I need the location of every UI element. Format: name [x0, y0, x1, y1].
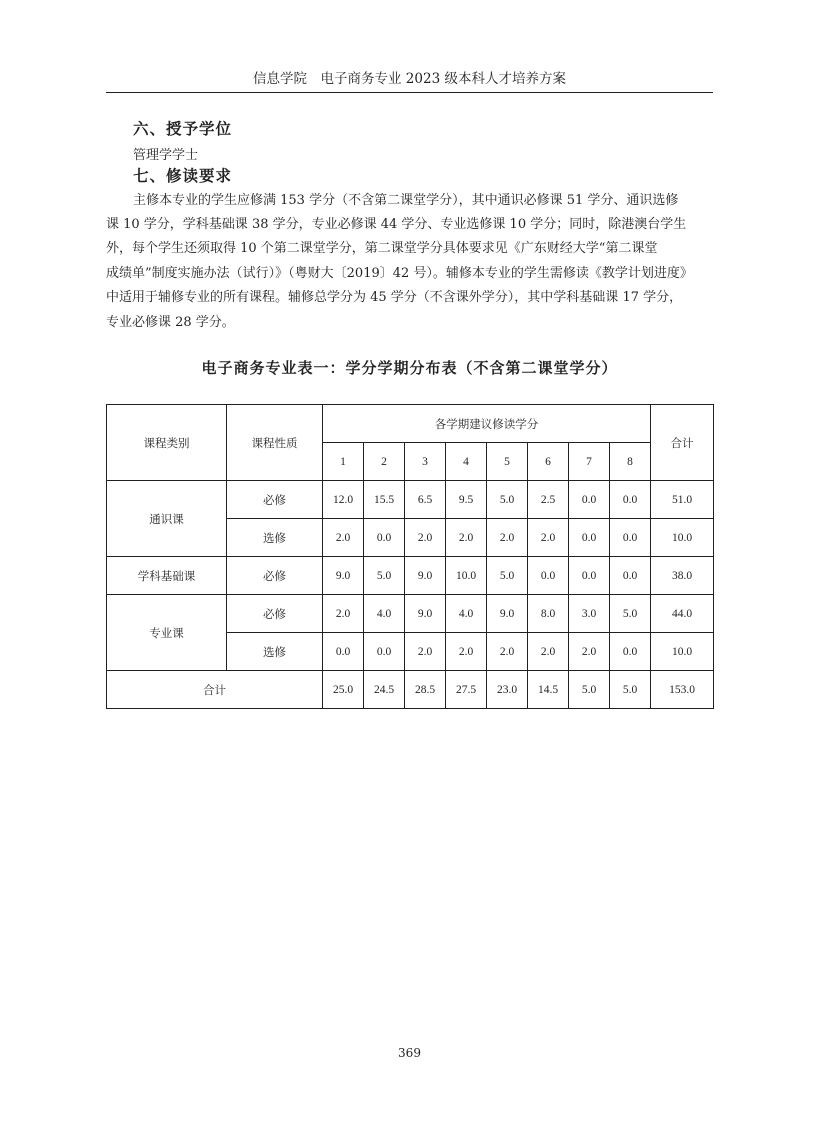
header-course-category: 课程类别 — [107, 405, 227, 481]
cell-value: 6.5 — [405, 481, 446, 519]
cell-value: 0.0 — [569, 557, 610, 595]
cell-value: 9.0 — [405, 595, 446, 633]
table-row — [107, 557, 714, 595]
row-total: 10.0 — [651, 519, 714, 557]
row-total: 44.0 — [651, 595, 714, 633]
row-nature: 必修 — [227, 595, 323, 633]
row-category: 专业课 — [107, 595, 227, 671]
running-header: 信息学院 电子商务专业 2023 级本科人才培养方案 — [106, 66, 713, 93]
cell-value: 9.0 — [405, 557, 446, 595]
cell-value: 9.5 — [446, 481, 487, 519]
paragraph-line: 外，每个学生还须取得 10 个第二课堂学分，第二课堂学分具体要求见《广东财经大学“第二课堂 — [106, 241, 658, 256]
footer-label: 合计 — [107, 671, 323, 709]
cell-value: 15.5 — [364, 481, 405, 519]
cell-value: 0.0 — [364, 633, 405, 671]
table-row — [107, 595, 714, 633]
cell-value: 0.0 — [610, 633, 651, 671]
row-total: 51.0 — [651, 481, 714, 519]
cell-value: 5.0 — [487, 481, 528, 519]
cell-value: 2.0 — [487, 633, 528, 671]
cell-value: 2.0 — [405, 633, 446, 671]
row-nature: 选修 — [227, 519, 323, 557]
section-6-title: 六、授予学位 — [133, 120, 233, 138]
paragraph-line: 中适用于辅修专业的所有课程。辅修总学分为 45 学分（不含课外学分），其中学科基础课 17 学分， — [106, 290, 683, 305]
footer-value: 27.5 — [446, 671, 487, 709]
cell-value: 4.0 — [364, 595, 405, 633]
cell-value: 0.0 — [364, 519, 405, 557]
row-category: 通识课 — [107, 481, 227, 557]
section-6-body: 管理学学士 — [133, 148, 199, 163]
section-7-title: 七、修读要求 — [133, 167, 233, 185]
header-semester: 6 — [528, 443, 569, 481]
footer-value: 28.5 — [405, 671, 446, 709]
row-nature: 必修 — [227, 557, 323, 595]
header-semester: 7 — [569, 443, 610, 481]
row-total: 38.0 — [651, 557, 714, 595]
header-total: 合计 — [651, 405, 714, 481]
header-semester: 4 — [446, 443, 487, 481]
cell-value: 0.0 — [528, 557, 569, 595]
cell-value: 9.0 — [487, 595, 528, 633]
header-semester: 3 — [405, 443, 446, 481]
footer-value: 14.5 — [528, 671, 569, 709]
cell-value: 0.0 — [610, 481, 651, 519]
cell-value: 10.0 — [446, 557, 487, 595]
footer-value: 23.0 — [487, 671, 528, 709]
row-category: 学科基础课 — [107, 557, 227, 595]
table-row — [107, 481, 714, 519]
table-footer-row — [107, 671, 714, 709]
cell-value: 5.0 — [487, 557, 528, 595]
table-caption: 电子商务专业表一：学分学期分布表（不含第二课堂学分） — [201, 359, 618, 377]
footer-value: 25.0 — [323, 671, 364, 709]
row-total: 10.0 — [651, 633, 714, 671]
cell-value: 0.0 — [610, 519, 651, 557]
cell-value: 2.0 — [323, 519, 364, 557]
credit-distribution-table — [106, 404, 714, 709]
cell-value: 2.0 — [528, 633, 569, 671]
row-nature: 必修 — [227, 481, 323, 519]
cell-value: 2.0 — [446, 519, 487, 557]
cell-value: 0.0 — [569, 519, 610, 557]
cell-value: 2.0 — [569, 633, 610, 671]
cell-value: 0.0 — [323, 633, 364, 671]
header-semester: 2 — [364, 443, 405, 481]
header-semesters-group: 各学期建议修读学分 — [323, 405, 651, 443]
header-semester: 5 — [487, 443, 528, 481]
header-semester: 8 — [610, 443, 651, 481]
cell-value: 2.0 — [528, 519, 569, 557]
cell-value: 5.0 — [610, 595, 651, 633]
cell-value: 4.0 — [446, 595, 487, 633]
cell-value: 2.5 — [528, 481, 569, 519]
paragraph-line: 课 10 学分，学科基础课 38 学分，专业必修课 44 学分、专业选修课 10 学分；同时，除港澳台学生 — [106, 217, 687, 232]
row-nature: 选修 — [227, 633, 323, 671]
cell-value: 0.0 — [569, 481, 610, 519]
paragraph-line: 专业必修课 28 学分。 — [106, 315, 235, 330]
cell-value: 0.0 — [610, 557, 651, 595]
cell-value: 2.0 — [405, 519, 446, 557]
page-number: 369 — [398, 1046, 421, 1060]
footer-value: 5.0 — [569, 671, 610, 709]
cell-value: 5.0 — [364, 557, 405, 595]
cell-value: 2.0 — [487, 519, 528, 557]
cell-value: 12.0 — [323, 481, 364, 519]
footer-total: 153.0 — [651, 671, 714, 709]
cell-value: 9.0 — [323, 557, 364, 595]
paragraph-line: 成绩单”制度实施办法（试行）》（粤财大〔2019〕42 号）。辅修本专业的学生需修读《教学计划进度》 — [106, 266, 693, 281]
cell-value: 8.0 — [528, 595, 569, 633]
footer-value: 24.5 — [364, 671, 405, 709]
cell-value: 2.0 — [446, 633, 487, 671]
cell-value: 2.0 — [323, 595, 364, 633]
header-semester: 1 — [323, 443, 364, 481]
cell-value: 3.0 — [569, 595, 610, 633]
footer-value: 5.0 — [610, 671, 651, 709]
header-course-nature: 课程性质 — [227, 405, 323, 481]
paragraph-line: 主修本专业的学生应修满 153 学分（不含第二课堂学分），其中通识必修课 51 学分、通识选修 — [133, 193, 679, 208]
